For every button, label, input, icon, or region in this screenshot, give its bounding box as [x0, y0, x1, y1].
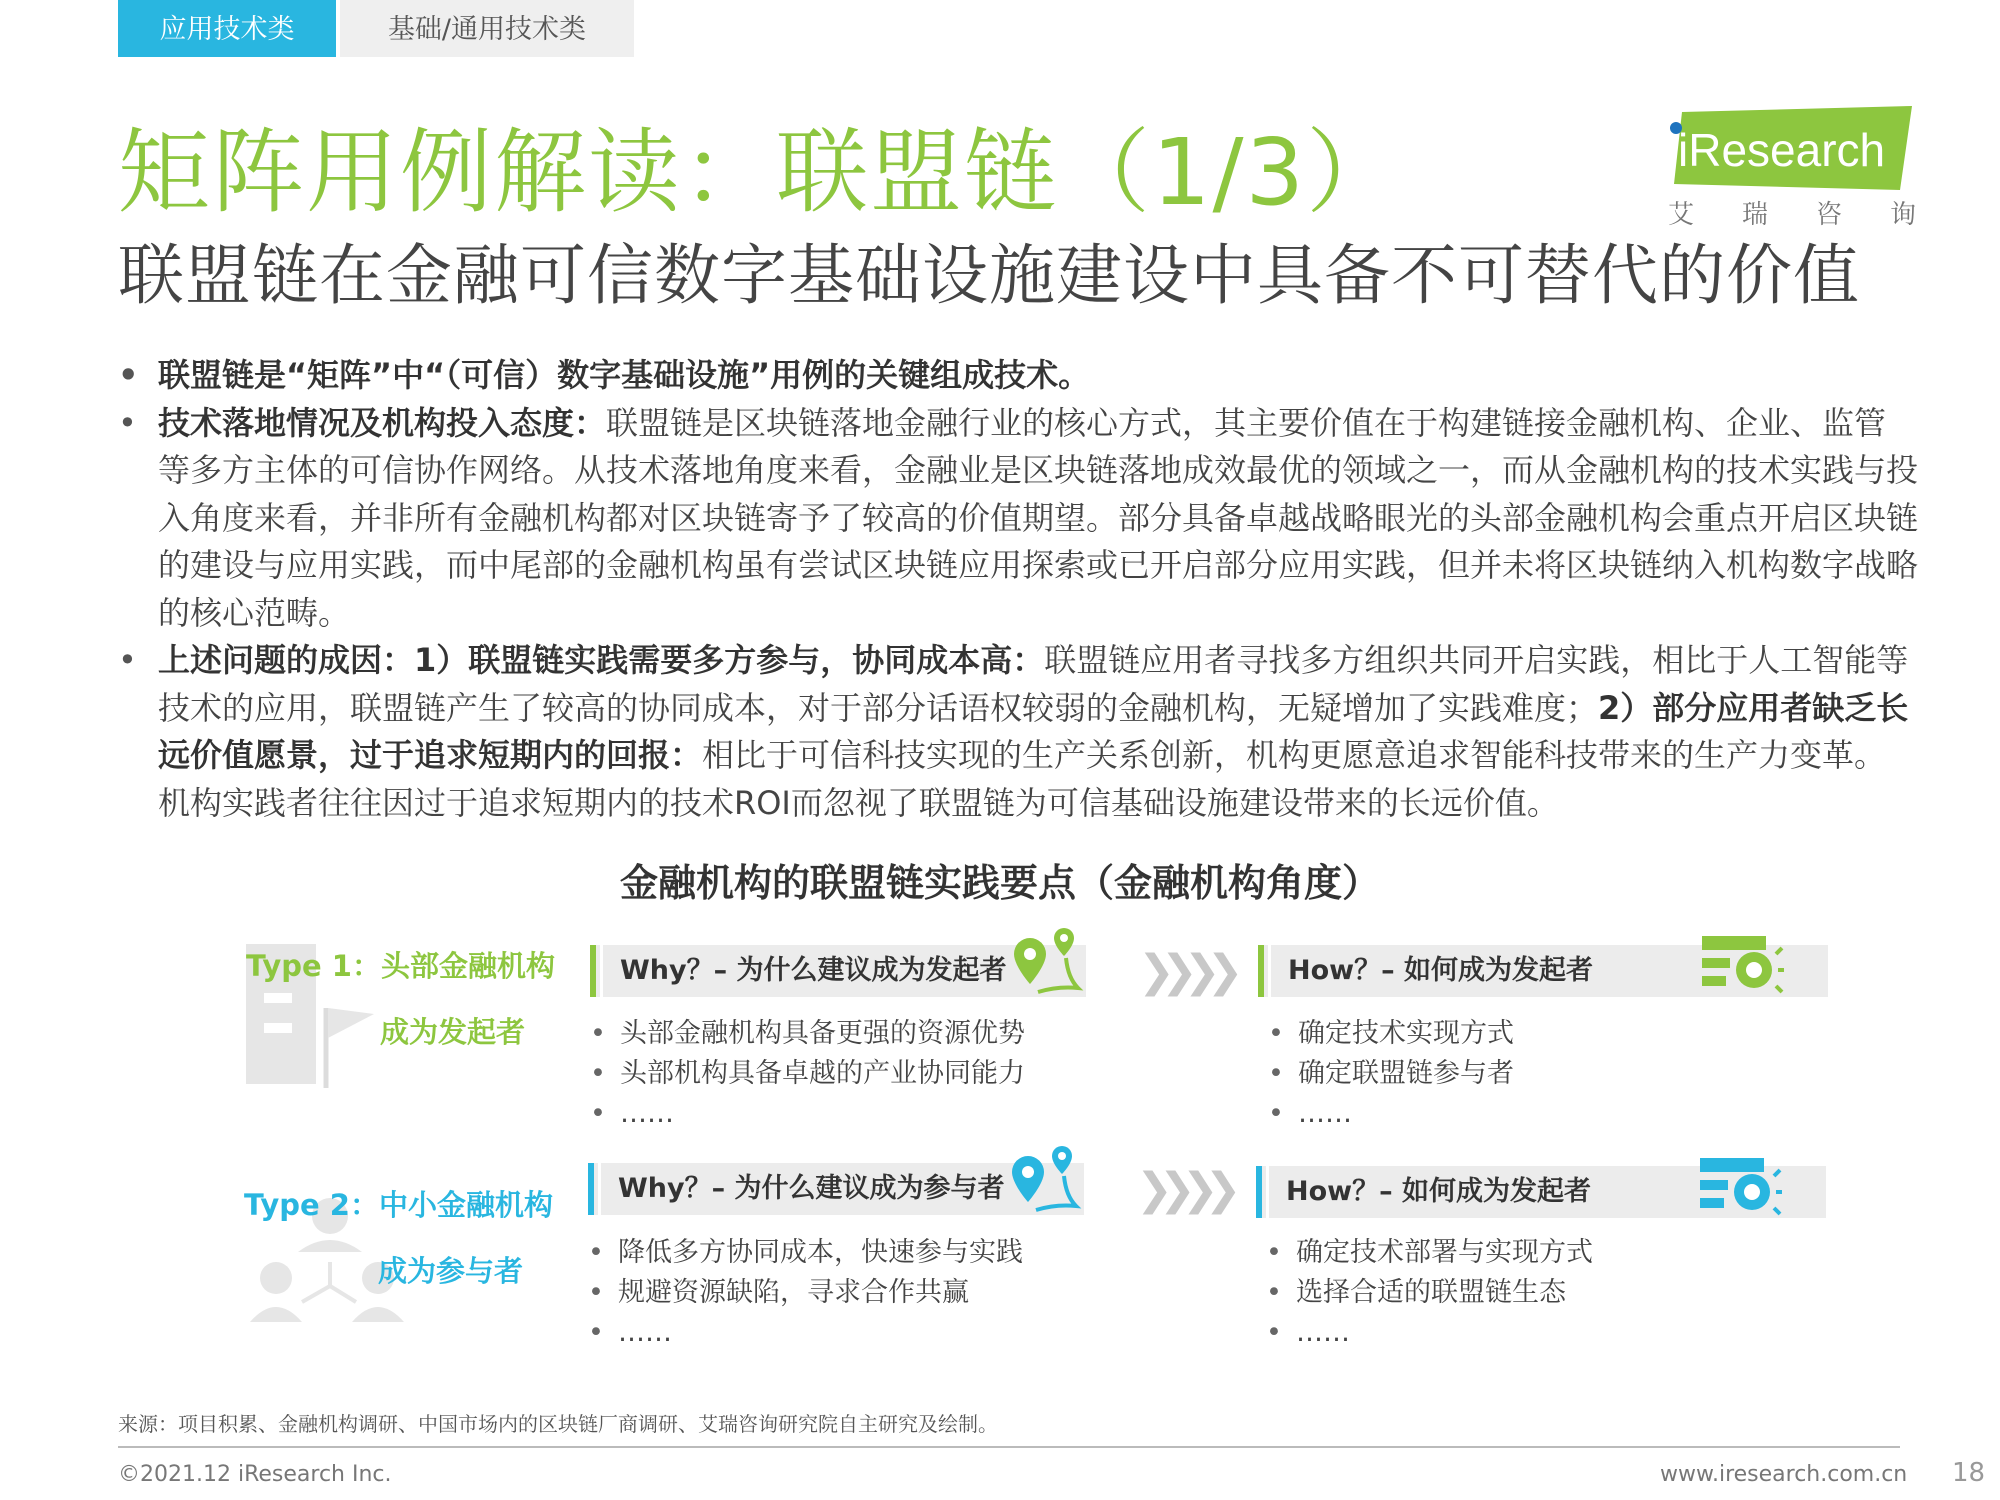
map-pin-icon	[1008, 926, 1088, 1006]
type2-how-list: • 确定技术部署与实现方式 • 选择合适的联盟链生态 • ……	[1266, 1233, 1593, 1353]
type1-how-list: • 确定技术实现方式 • 确定联盟链参与者 • ……	[1268, 1014, 1514, 1134]
type1-why-list: • 头部金融机构具备更强的资源优势 • 头部机构具备卓越的产业协同能力 • ……	[590, 1014, 1025, 1134]
page-title: 矩阵用例解读：联盟链（1/3）	[118, 119, 1401, 226]
logo-cn: 艾 瑞 咨 询	[1668, 200, 1916, 230]
bullet-3: • 上述问题的成因：1）联盟链实践需要多方参与，协同成本高：联盟链应用者寻找多方组织共同开启实践，相比于人工智能等技术的应用，联盟链产生了较高的协同成本，对于部分话语权较弱的金融机构，无疑增加了实践难度；2）部分应用者缺乏长远价值愿景，过于追求短期内的回报：相比于可信科技实现的生产关系创新，机构更愿意追求智能科技带来的生产力变革。机构实践者往往因过于追求短期内的技术ROI而忽视了联盟链为可信基础设施建设带来的长远价值。	[118, 637, 1918, 827]
logo-text: iResearch	[1678, 124, 1886, 176]
type1-role: 成为发起者	[380, 1015, 526, 1049]
arrow-icon: ❯❯❯❯	[1138, 946, 1230, 997]
lightbulb-gear-icon	[1700, 1156, 1782, 1224]
type2-title: Type 2：中小金融机构	[244, 1188, 553, 1222]
tab-applied-tech[interactable]: 应用技术类	[118, 0, 336, 57]
tab-basic-tech[interactable]: 基础/通用技术类	[340, 0, 634, 57]
type2-role: 成为参与者	[378, 1254, 524, 1288]
type1-how-bar: How？– 如何成为发起者	[1258, 945, 1828, 997]
iresearch-logo	[1664, 106, 1912, 190]
bullet-2: • 技术落地情况及机构投入态度：联盟链是区块链落地金融行业的核心方式，其主要价值在于构建链接金融机构、企业、监管等多方主体的可信协作网络。从技术落地角度来看，金融业是区块链落地成效最优的领域之一，而从金融机构的技术实践与投入角度来看，并非所有金融机构都对区块链寄予了较高的价值期望。部分具备卓越战略眼光的头部金融机构会重点开启区块链的建设与应用实践，而中尾部的金融机构虽有尝试区块链应用探索或已开启部分应用实践，但并未将区块链纳入机构数字战略的核心范畴。	[118, 400, 1918, 638]
website-link[interactable]: www.iresearch.com.cn	[1660, 1462, 1908, 1487]
type2-why-list: • 降低多方协同成本，快速参与实践 • 规避资源缺陷，寻求合作共赢 • ……	[588, 1233, 1023, 1353]
footer-divider	[118, 1446, 1900, 1448]
copyright: ©2021.12 iResearch Inc.	[118, 1462, 392, 1487]
type2-why-bar: Why？– 为什么建议成为参与者	[588, 1163, 1084, 1215]
type1-why-bar: Why？– 为什么建议成为发起者	[590, 945, 1086, 997]
bullet-1: • 联盟链是“矩阵”中“（可信）数字基础设施”用例的关键组成技术。	[118, 352, 1918, 400]
map-pin-icon	[1006, 1144, 1086, 1224]
bullet-list	[118, 352, 1918, 827]
source-note: 来源：项目积累、金融机构调研、中国市场内的区块链厂商调研、艾瑞咨询研究院自主研究及绘制。	[118, 1412, 998, 1436]
type1-title: Type 1：头部金融机构	[246, 949, 555, 983]
arrow-icon: ❯❯❯❯	[1136, 1164, 1228, 1215]
section-heading: 金融机构的联盟链实践要点（金融机构角度）	[619, 861, 1380, 905]
page-subtitle: 联盟链在金融可信数字基础设施建设中具备不可替代的价值	[118, 237, 1860, 314]
page-number: 18	[1952, 1458, 1986, 1488]
lightbulb-gear-icon	[1702, 934, 1784, 1002]
type2-how-bar: How？– 如何成为发起者	[1256, 1166, 1826, 1218]
